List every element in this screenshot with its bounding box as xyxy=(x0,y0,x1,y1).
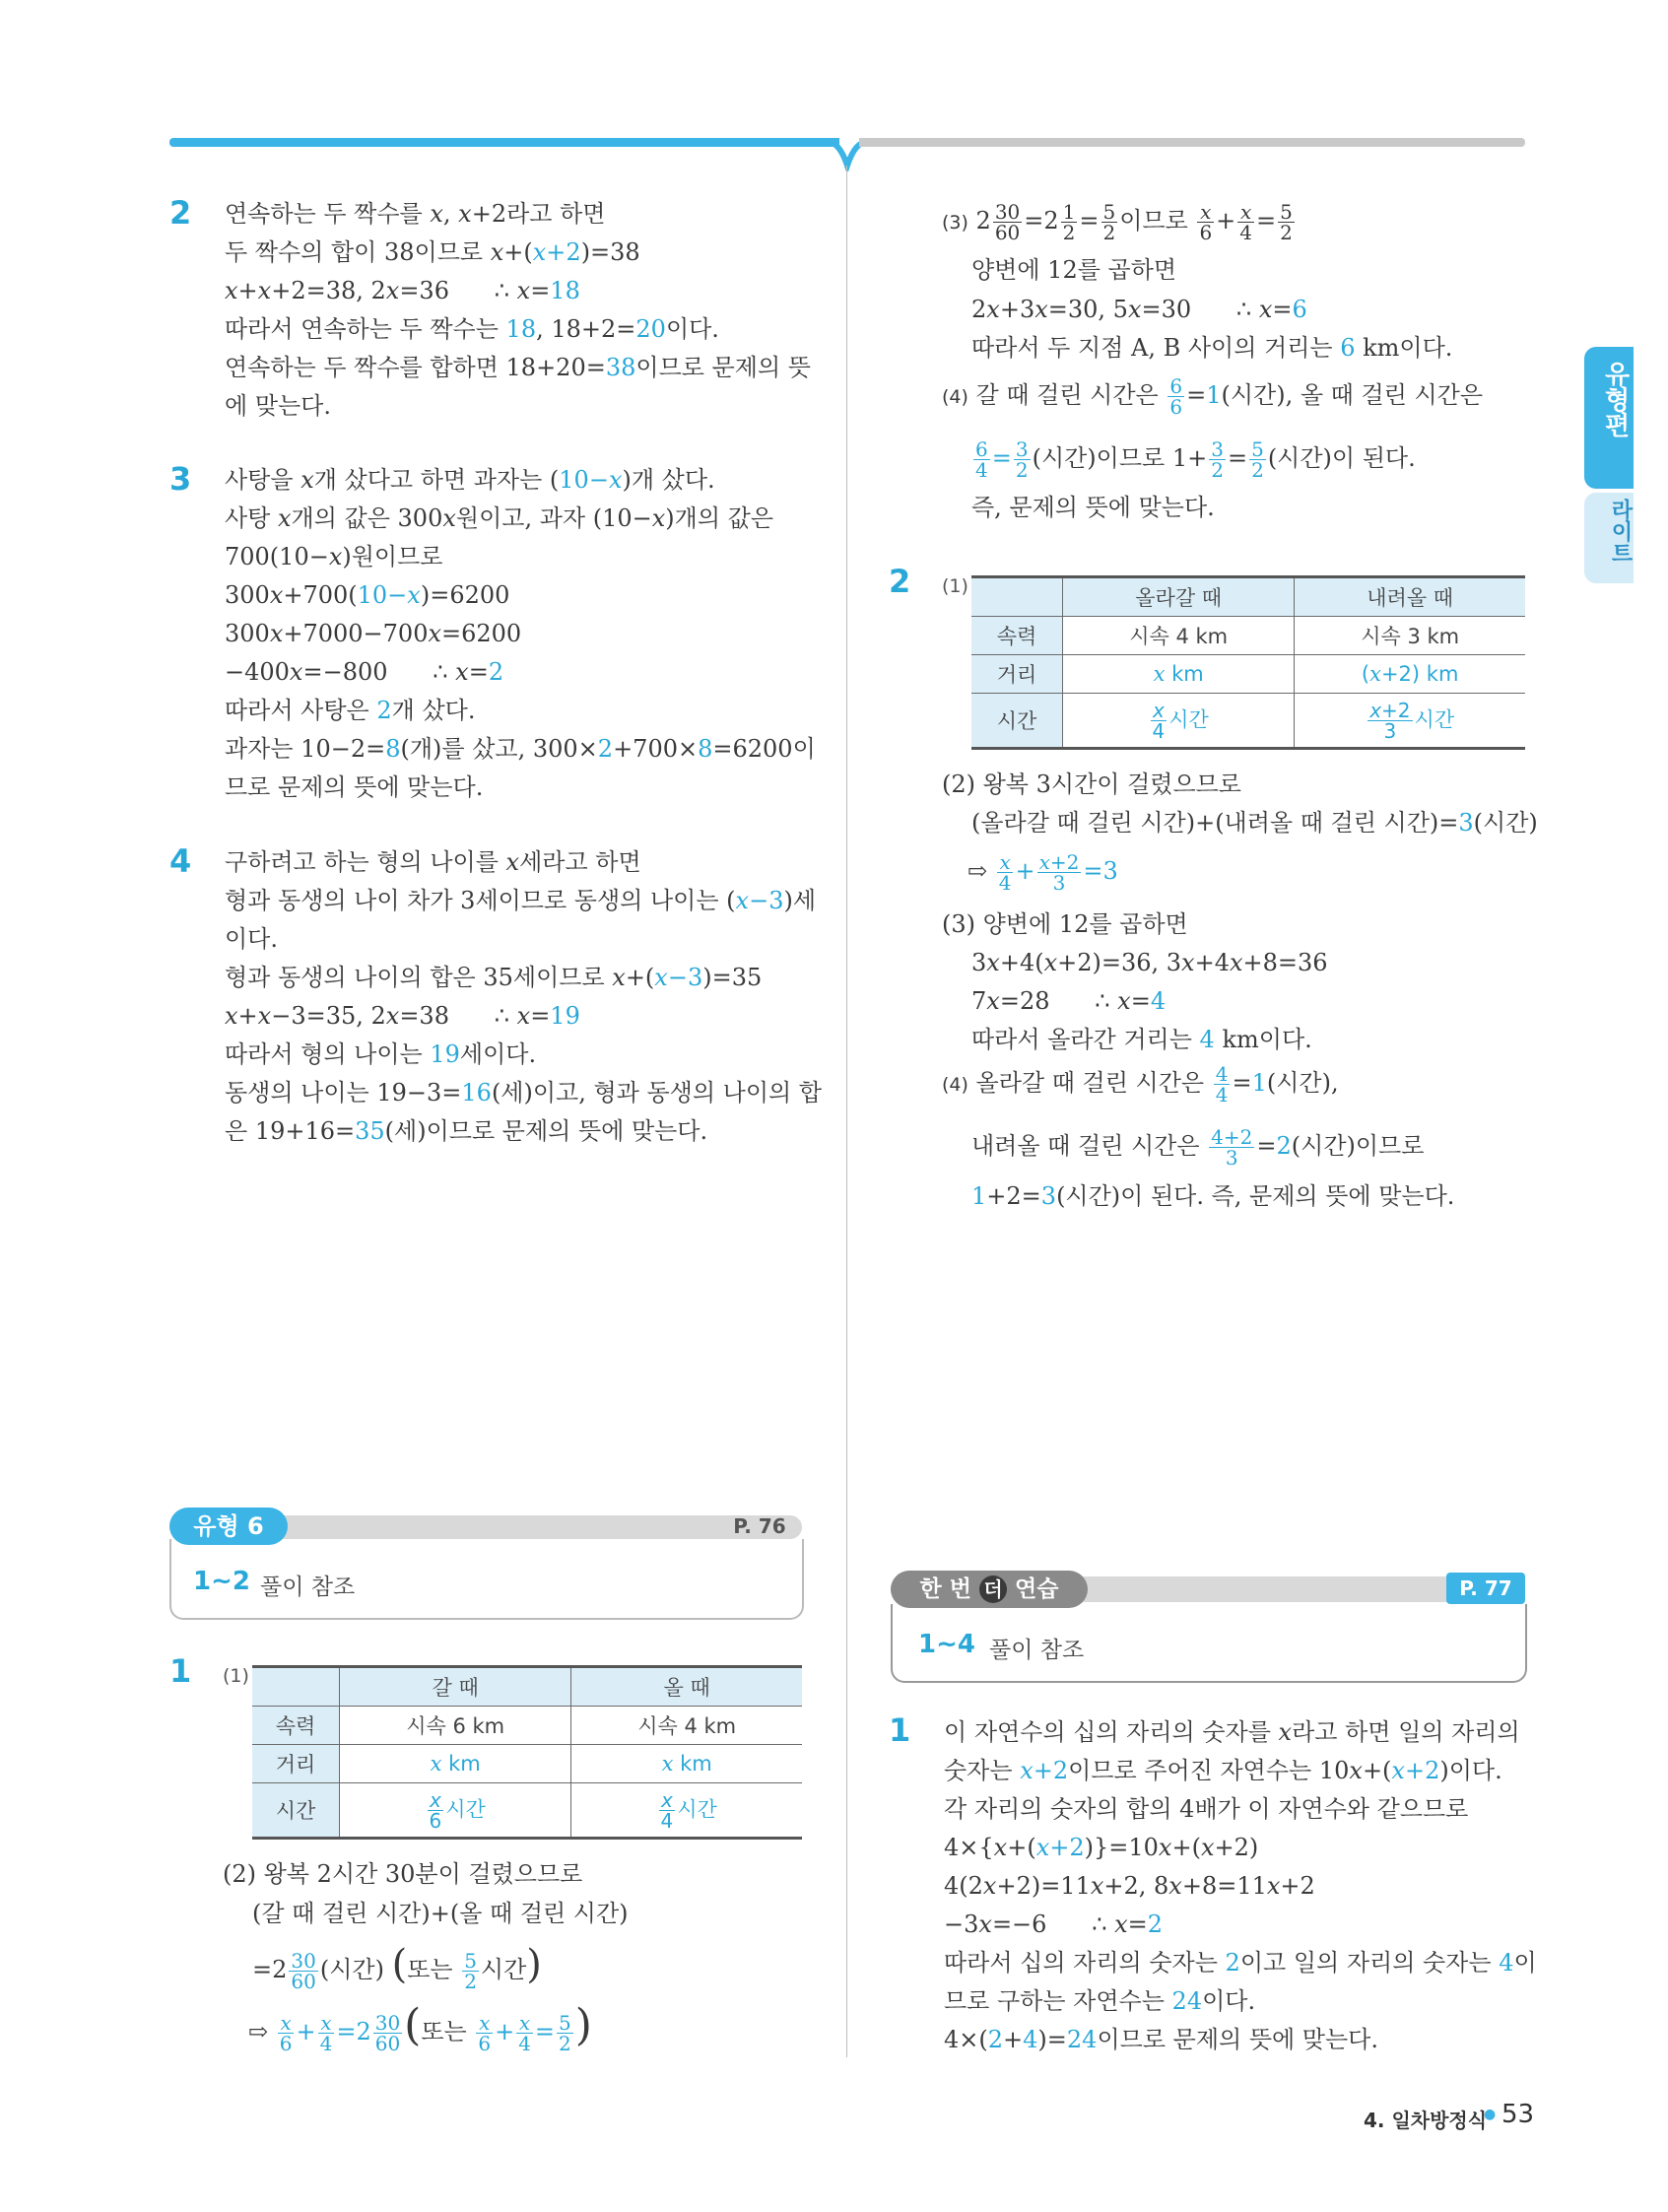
p2-line4: 따라서 연속하는 두 짝수는 18, 18+2=20이다. xyxy=(225,315,719,343)
table-row-label: 속력 xyxy=(971,617,1063,655)
table-header: 올 때 xyxy=(571,1667,802,1707)
right-q1-s4c: 즉, 문제의 뜻에 맞는다. xyxy=(971,494,1215,521)
practice-range: 1~4 xyxy=(918,1630,975,1659)
p4-line8: 은 19+16=35(세)이므로 문제의 뜻에 맞는다. xyxy=(225,1117,708,1145)
problem-number-2: 2 xyxy=(169,194,192,232)
p3-line9: 므로 문제의 뜻에 맞는다. xyxy=(225,773,484,801)
right-q1-s3a: (3) 2 $\frac{30}{60}$ =2 $\frac{1}{2}$ = $\frac{5}{2}$ 이므로 $\frac{x}{6}$ + $\frac{x}{4}$ = $\frac{5}{2}$ xyxy=(942,200,1293,244)
p3-line4: 300x+700(10−x)=6200 xyxy=(225,581,510,609)
left-q1-s2d: ⇨ $\frac{x}{6}$ + $\frac{x}{4}$ =2 $\frac{30}{60}$ (또는 $\frac{x}{6}$ + $\frac{x}{4}$ = $\frac{5}{2}$ ) xyxy=(248,2000,592,2055)
right-q1-s3b: 양변에 12를 곱하면 xyxy=(971,256,1177,284)
table-row-label: 거리 xyxy=(971,655,1063,694)
p4-line1: 구하려고 하는 형의 나이를 x세라고 하면 xyxy=(225,848,641,876)
practice-badge-text1: 한 번 xyxy=(919,1576,971,1602)
type6-range: 1~2 xyxy=(193,1567,250,1596)
practice-note: 풀이 참조 xyxy=(989,1638,1085,1663)
header-bar-right xyxy=(859,138,1525,147)
left-q1-sub1: (1) xyxy=(223,1665,249,1687)
left-q1-table xyxy=(252,1665,802,1840)
left-q1-number: 1 xyxy=(169,1652,192,1690)
right-q2-s3b: 3x+4(x+2)=36, 3x+4x+8=36 xyxy=(971,949,1328,976)
right-q3-line5: 4(2x+2)=11x+2, 8x+8=11x+2 xyxy=(944,1872,1315,1900)
practice-page-ref: P. 77 xyxy=(1446,1573,1525,1604)
right-q2-s2a: (2) 왕복 3시간이 걸렸으므로 xyxy=(942,771,1241,798)
footer-bullet: ● xyxy=(1484,2107,1497,2122)
p2-line1: 연속하는 두 짝수를 x, x+2라고 하면 xyxy=(225,200,606,228)
table-cell: x km xyxy=(571,1745,802,1783)
table-cell: $\frac{x}{6}$ 시간 xyxy=(340,1783,571,1839)
right-problem-number-2: 2 xyxy=(889,563,911,600)
table-corner xyxy=(252,1667,340,1707)
table-row-label: 시간 xyxy=(252,1783,340,1839)
table-cell: $\frac{x}{4}$ 시간 xyxy=(1063,694,1295,749)
right-q3-line1: 이 자연수의 십의 자리의 숫자를 x라고 하면 일의 자리의 xyxy=(944,1718,1520,1746)
table-cell: (x+2) km xyxy=(1295,655,1525,694)
right-q1-s4a: (4) 갈 때 걸린 시간은 $\frac{6}{6}$ =1(시간), 올 때 걸린 시간은 xyxy=(942,374,1484,419)
right-q2-s3c: 7x=28 ∴ x=4 xyxy=(971,987,1167,1015)
table-cell: $\frac{x+2}{3}$ 시간 xyxy=(1295,694,1525,749)
left-q1-s2c: =2 $\frac{30}{60}$ (시간) (또는 $\frac{5}{2}$ 시간) xyxy=(252,1942,542,1993)
p3-line6: −400x=−800 ∴ x=2 xyxy=(225,658,504,686)
right-q2-s4c: 1+2=3(시간)이 된다. 즉, 문제의 뜻에 맞는다. xyxy=(971,1182,1455,1210)
table-row-label: 거리 xyxy=(252,1745,340,1783)
right-q3-line4: 4×{x+(x+2)}=10x+(x+2) xyxy=(944,1834,1259,1861)
practice-badge-circle: 더 xyxy=(979,1575,1007,1603)
type6-note: 풀이 참조 xyxy=(260,1575,356,1600)
table-cell: 시속 6 km xyxy=(340,1707,571,1745)
right-q1-s3d: 따라서 두 지점 A, B 사이의 거리는 6 km이다. xyxy=(971,334,1453,362)
side-tab-light-label: 라이트 xyxy=(1608,499,1633,564)
practice-badge-text3: 연습 xyxy=(1015,1576,1059,1602)
table-row-label: 시간 xyxy=(971,694,1063,749)
p3-line7: 따라서 사탕은 2개 샀다. xyxy=(225,697,476,724)
right-q2-s2c: ⇨ $\frac{x}{4}$ + $\frac{x+2}{3}$ =3 xyxy=(967,850,1118,895)
table-cell: 시속 4 km xyxy=(1063,617,1295,655)
table-cell: x km xyxy=(340,1745,571,1783)
p2-line5: 연속하는 두 짝수를 합하면 18+20=38이므로 문제의 뜻 xyxy=(225,354,811,381)
left-q1-s2a: (2) 왕복 2시간 30분이 걸렸으므로 xyxy=(223,1860,583,1888)
problem-number-3: 3 xyxy=(169,460,192,498)
table-header: 올라갈 때 xyxy=(1063,577,1295,617)
right-problem-number-1: 1 xyxy=(889,1711,911,1749)
practice-badge xyxy=(891,1571,1088,1608)
p3-line5: 300x+7000−700x=6200 xyxy=(225,620,522,647)
right-q2-s3d: 따라서 올라간 거리는 4 km이다. xyxy=(971,1026,1312,1053)
table-header: 갈 때 xyxy=(340,1667,571,1707)
header-bar-left xyxy=(169,138,839,147)
type6-badge: 유형 6 xyxy=(169,1508,288,1545)
right-q3-line3: 각 자리의 숫자의 합의 4배가 이 자연수와 같으므로 xyxy=(944,1795,1469,1823)
footer-chapter: 4. 일차방정식 xyxy=(1364,2109,1488,2132)
p4-line2: 형과 동생의 나이 차가 3세이므로 동생의 나이는 (x−3)세 xyxy=(225,887,817,914)
right-q3-line9: 4×(2+4)=24이므로 문제의 뜻에 맞는다. xyxy=(944,2026,1378,2053)
right-q3-line2: 숫자는 x+2이므로 주어진 자연수는 10x+(x+2)이다. xyxy=(944,1757,1502,1784)
type6-page-ref: P. 76 xyxy=(733,1514,786,1538)
table-cell: 시속 3 km xyxy=(1295,617,1525,655)
table-corner xyxy=(971,577,1063,617)
p2-line6: 에 맞는다. xyxy=(225,392,331,420)
p2-line2: 두 짝수의 합이 38이므로 x+(x+2)=38 xyxy=(225,238,640,266)
right-q2-s4b: 내려올 때 걸린 시간은 $\frac{4+2}{3}$ =2(시간)이므로 xyxy=(971,1125,1425,1170)
right-q1-s3c: 2x+3x=30, 5x=30 ∴ x=6 xyxy=(971,296,1307,323)
right-q2-s4a: (4) 올라갈 때 걸린 시간은 $\frac{4}{4}$ =1(시간), xyxy=(942,1062,1339,1106)
p2-line3: x+x+2=38, 2x=36 ∴ x=18 xyxy=(225,277,580,304)
table-header: 내려올 때 xyxy=(1295,577,1525,617)
p3-line1: 사탕을 x개 샀다고 하면 과자는 (10−x)개 샀다. xyxy=(225,466,715,494)
table-row-label: 속력 xyxy=(252,1707,340,1745)
practice-box xyxy=(891,1604,1527,1683)
right-q2-table xyxy=(971,575,1525,750)
side-tab-type-label: 유형편 xyxy=(1600,361,1630,437)
right-q2-sub1: (1) xyxy=(942,575,968,597)
p4-line4: 형과 동생의 나이의 합은 35세이므로 x+(x−3)=35 xyxy=(225,964,763,991)
left-q1-s2b: (갈 때 걸린 시간)+(올 때 걸린 시간) xyxy=(252,1900,629,1927)
table-cell: 시속 4 km xyxy=(571,1707,802,1745)
p3-line2: 사탕 x개의 값은 300x원이고, 과자 (10−x)개의 값은 xyxy=(225,504,774,532)
right-q3-line8: 므로 구하는 자연수는 24이다. xyxy=(944,1987,1256,2015)
right-q2-s3a: (3) 양변에 12를 곱하면 xyxy=(942,910,1188,938)
problem-number-4: 4 xyxy=(169,842,192,880)
footer-page-number: 53 xyxy=(1501,2100,1535,2129)
right-q1-s4b: $\frac{6}{4}$ = $\frac{3}{2}$ (시간)이므로 1+ $\frac{3}{2}$ = $\frac{5}{2}$ (시간)이 된다. xyxy=(975,437,1416,482)
p4-line3: 이다. xyxy=(225,925,278,953)
table-cell: $\frac{x}{4}$ 시간 xyxy=(571,1783,802,1839)
p3-line8: 과자는 10−2=8(개)를 샀고, 300×2+700×8=6200이 xyxy=(225,735,816,763)
table-cell: x km xyxy=(1063,655,1295,694)
column-divider xyxy=(846,166,847,2057)
p4-line7: 동생의 나이는 19−3=16(세)이고, 형과 동생의 나이의 합 xyxy=(225,1079,823,1106)
right-q3-line7: 따라서 십의 자리의 숫자는 2이고 일의 자리의 숫자는 4이 xyxy=(944,1949,1537,1977)
right-q3-line6: −3x=−6 ∴ x=2 xyxy=(944,1910,1164,1938)
right-q2-s2b: (올라갈 때 걸린 시간)+(내려올 때 걸린 시간)=3(시간) xyxy=(971,809,1538,837)
p3-line3: 700(10−x)원이므로 xyxy=(225,543,443,570)
p4-line5: x+x−3=35, 2x=38 ∴ x=19 xyxy=(225,1002,580,1030)
p4-line6: 따라서 형의 나이는 19세이다. xyxy=(225,1040,537,1068)
